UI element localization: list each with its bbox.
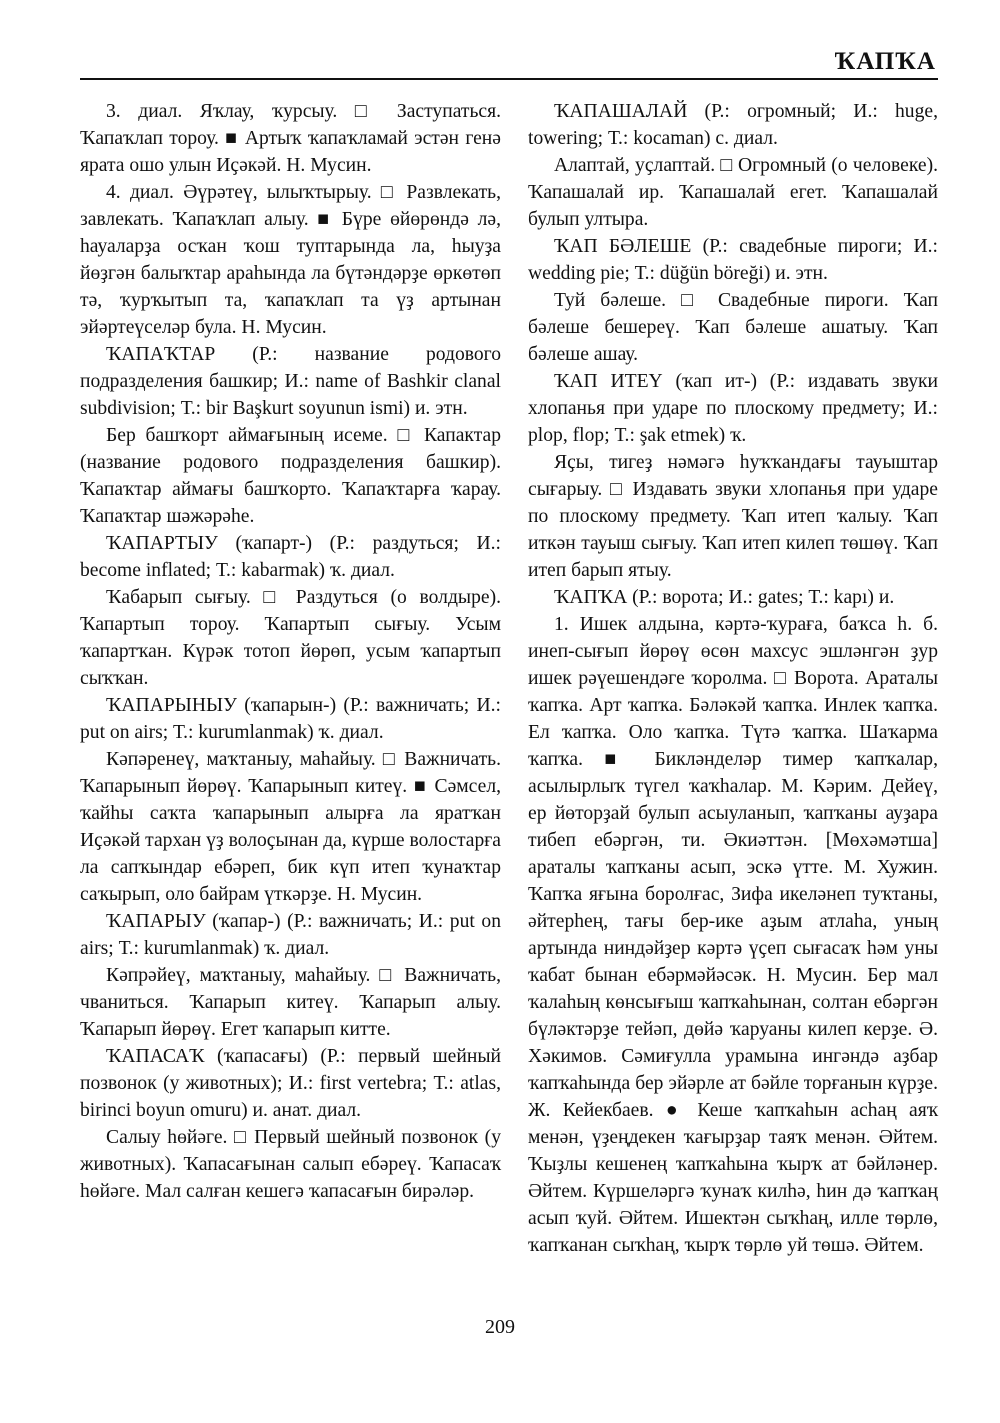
- running-header: [80, 44, 938, 80]
- right-column: [528, 98, 938, 1259]
- entry-headword-paragraph: ҠАП ИТЕҮ (ҡап ит-) (Р.: издавать звуки хлопанья при ударе по плоскому предмету; И.: plop, flop; Т.: şak etmek) ҡ.: [528, 371, 938, 446]
- entry-headword-paragraph: ҠАПАРЫУ (ҡапар-) (Р.: важничать; И.: put on airs; Т.: kurumlanmak) ҡ. диал.: [80, 911, 501, 959]
- entry-paragraph: 1. Ишек алдына, кәртә-ҡураға, баҡса һ. б. инеп-сығып йөрөү өсөн махсус эшләнгән ҙур ишек рәүешендәге ҡоролма. □ Ворота. Араталы ҡапҡа. Арт ҡапҡа. Бәләкәй ҡапҡа. Инлек ҡапҡа. Ел ҡапҡа. Оло ҡапҡа. Түтә ҡапҡа. Шаҡарма ҡапҡа. ■ Бикләнделәр тимер ҡапҡалар, асылырлыҡ түгел ҡаҡһалар. М. Кәрим. Дейеү, ер йөторҙай булып асыуланып, ҡапҡаны ауҙара тибеп ебәргән, ти. Әкиәттән. [Мөхәмәтша] араталы ҡапҡаны асып, эскә үтте. М. Хужин. Ҡапҡа яғына боролғас, Зифа икеләнеп туҡтаны, әйтерһең, тағы бер-ике аҙым атлаһа, уның артында ниндәйҙер кәртә үҫеп сығасаҡ һәм уны ҡабат бынан ебәрмәйәсәк. Н. Мусин. Бер мал ҡалаһың көнсығыш ҡапҡаһынан, солтан ебәргән бүләктәрҙе тейәп, дөйә ҡаруаны килеп керҙе. Ә. Хәкимов. Сәмиғулла урамына ингәндә аҙбар ҡапҡаһында бер эйәрле ат бәйле торғанын күрҙе. Ж. Кейекбаев. ● Кеше ҡапҡаһын асһаң аяҡ менән, үҙеңдекен ҡағырҙар таяҡ менән. Әйтем. Ҡыҙлы кешенең ҡапҡаһына ҡырҡ ат бәйләнер. Әйтем. Күршеләргә ҡунаҡ килһә, һин дә ҡапҡаң асып ҡуй. Әйтем. Ишектән сыҡһаң, илле төрлө, ҡапҡанан сыҡһаң, ҡырҡ төрлө уй төшә. Әйтем.: [528, 614, 938, 1256]
- entry-paragraph: 3. диал. Яҡлау, ҡурсыу. □ Заступаться. Ҡапаҡлап тороу. ■ Артыҡ ҡапаҡламай эстән генә ярата ошо улын Иҫәкәй. Н. Мусин.: [80, 101, 501, 176]
- entry-paragraph: Ҡабарып сығыу. □ Раздуться (о волдыре). Ҡапартып тороу. Ҡапартып сығыу. Усым ҡапартҡан. Күрәк тотоп йөрөп, усым ҡапартып сыҡҡан.: [80, 587, 501, 689]
- entry-headword-paragraph: ҠАПАҠТАР (Р.: название родового подразделения башкир; И.: name of Bashkir clanal subdivision; Т.: bir Başkurt soyunun ismi) и. этн.: [80, 344, 501, 419]
- entry-headword-paragraph: ҠАПАРТЫУ (ҡапарт-) (Р.: раздуться; И.: become inflated; Т.: kabarmak) ҡ. диал.: [80, 533, 501, 581]
- entry-paragraph: Яҫы, тигеҙ нәмәгә һуҡҡандағы тауыштар сығарыу. □ Издавать звуки хлопанья при ударе по плоскому предмету. Ҡап итеп ҡалыу. Ҡап иткән тауыш сығыу. Ҡап итеп килеп төшөү. Ҡап итеп барып ятыу.: [528, 452, 938, 581]
- entry-paragraph: Салыу һөйәге. □ Первый шейный позвонок (у животных). Ҡапасағынан салып ебәреү. Ҡапасаҡ һөйәге. Мал салған кешегә ҡапасағын бирәләр.: [80, 1127, 501, 1202]
- entry-paragraph: Кәпәренеү, маҡтаныу, маһайыу. □ Важничать. Ҡапарынып йөрөү. Ҡапарынып китеү. ■ Сәмсел, ҡайһы саҡта ҡапарынып алырға ла яратҡан Иҫәкәй тархан үҙ волоҫынан да, күрше волостарға ла сапҡындар ебәреп, бик күп итеп ҡунаҡтар саҡырып, оло байрам үткәрҙе. Н. Мусин.: [80, 749, 501, 905]
- entry-headword-paragraph: ҠАП БӘЛЕШЕ (Р.: свадебные пироги; И.: wedding pie; Т.: düğün böreği) и. этн.: [528, 236, 938, 284]
- entry-headword-paragraph: ҠАПАСАҠ (ҡапасағы) (Р.: первый шейный позвонок (у животных); И.: first vertebra; Т.: atlas, birinci boyun omuru) и. анат. диал.: [80, 1046, 501, 1121]
- page-number: 209: [485, 1316, 515, 1338]
- entry-paragraph: 4. диал. Әүрәтеү, ылыҡтырыу. □ Развлекать, завлекать. Ҡапаҡлап алыу. ■ Бүре өйөрөндә лә, һауаларҙа осҡан ҡош туптарында ла, һыуҙа йөҙгән балыҡтар араһында ла бүтәндәрҙе өркөтөп тә, ҡурҡытып та, ҡапаҡлап та үҙ артынан эйәртеүселәр була. Н. Мусин.: [80, 182, 501, 338]
- entry-headword-paragraph: ҠАПАРЫНЫУ (ҡапарын-) (Р.: важничать; И.: put on airs; Т.: kurumlanmak) ҡ. диал.: [80, 695, 501, 743]
- header-headword: ҠАПҠА: [834, 48, 936, 75]
- entry-paragraph: Алаптай, уҫлаптай. □ Огромный (о человеке). Ҡапашалай ир. Ҡапашалай егет. Ҡапашалай булып ултыра.: [528, 155, 938, 230]
- entry-paragraph: Бер башҡорт аймағының исеме. □ Капактар (название родового подразделения башкир). Ҡапаҡтар аймағы башҡорто. Ҡапаҡтарға ҡарау. Ҡапаҡтар шәжәрәһе.: [80, 425, 501, 527]
- entry-paragraph: Кәпрәйеү, маҡтаныу, маһайыу. □ Важничать, чваниться. Ҡапарып китеү. Ҡапарып алыу. Ҡапарып йөрөү. Егет ҡапарып китте.: [80, 965, 501, 1040]
- left-column: [80, 98, 501, 1205]
- entry-headword-paragraph: ҠАПАШАЛАЙ (Р.: огромный; И.: huge, towering; Т.: kocaman) с. диал.: [528, 101, 938, 149]
- entry-paragraph: Туй бәлеше. □ Свадебные пироги. Ҡап бәлеше бешереү. Ҡап бәлеше ашатыу. Ҡап бәлеше ашау.: [528, 290, 938, 365]
- entry-headword-paragraph: ҠАПҠА (Р.: ворота; И.: gates; Т.: kapı) и.: [554, 587, 895, 608]
